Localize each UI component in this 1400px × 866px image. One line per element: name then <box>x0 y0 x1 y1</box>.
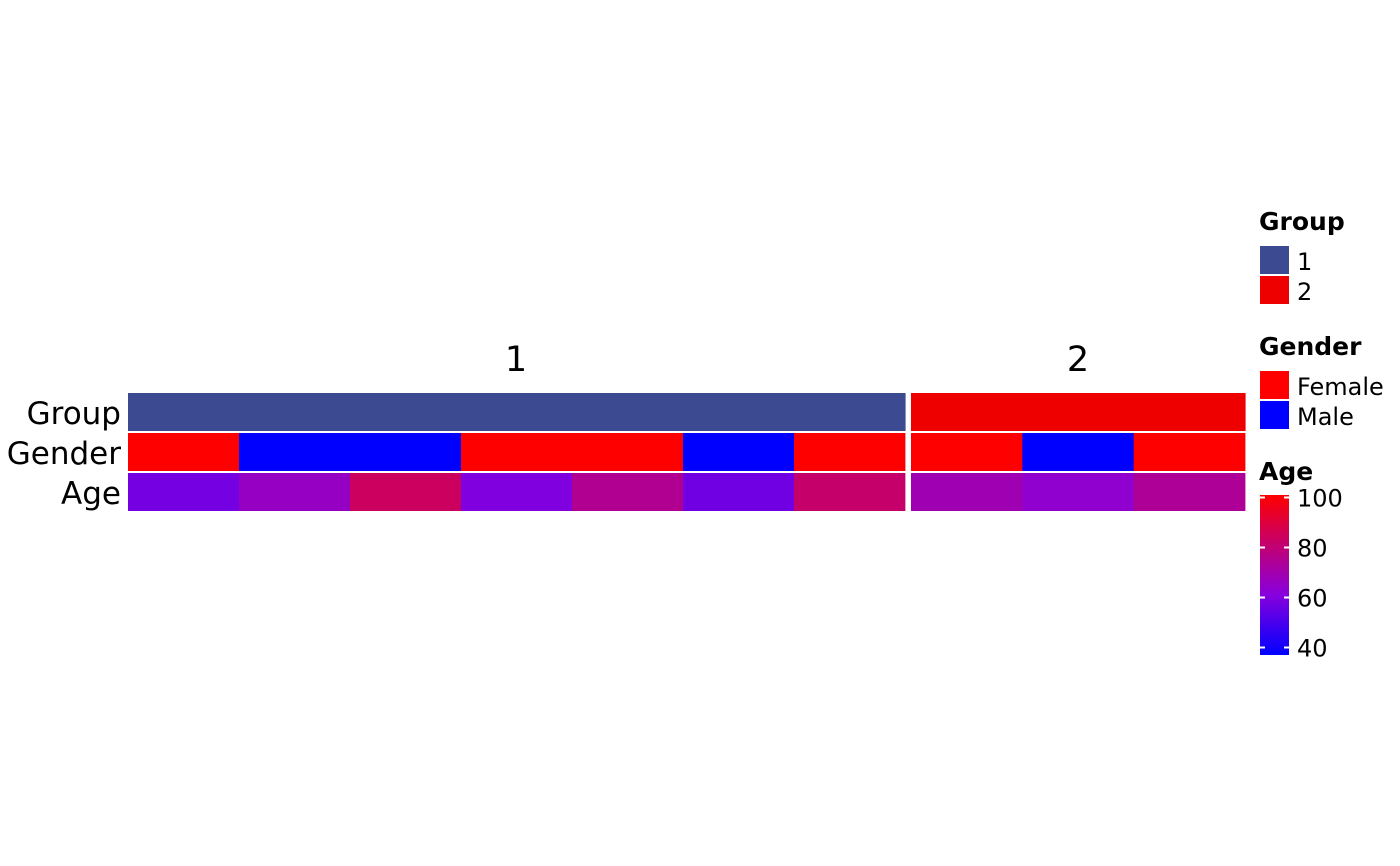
row-label-age: Age <box>61 476 121 512</box>
legend-group-swatch-2 <box>1260 276 1289 304</box>
cell-group-1 <box>239 393 351 431</box>
cell-gender-3 <box>461 433 572 471</box>
cell-age-7 <box>911 473 1023 511</box>
cell-group-3 <box>461 393 573 431</box>
cell-age-9 <box>1134 473 1246 511</box>
split-label-2: 2 <box>1066 340 1090 380</box>
cell-age-1 <box>239 473 350 511</box>
age-tick-label-100: 100 <box>1297 484 1343 513</box>
legend-gender-label-male: Male <box>1297 403 1354 431</box>
cell-gender-2 <box>350 433 461 471</box>
legend-group-label-1: 1 <box>1297 248 1313 276</box>
cell-age-4 <box>572 473 683 511</box>
heatmap-cells <box>128 393 1246 511</box>
legend-age-title: Age <box>1259 457 1314 486</box>
legend-gender-swatch-female <box>1260 371 1289 399</box>
legend-group-title: Group <box>1259 207 1345 236</box>
legend-group-swatch-1 <box>1260 246 1289 274</box>
cell-group-7 <box>911 393 1023 431</box>
legend-group-label-2: 2 <box>1297 278 1313 306</box>
legend-gender <box>1259 332 1384 431</box>
cell-group-4 <box>572 393 684 431</box>
age-tick-label-60: 60 <box>1297 584 1328 613</box>
cell-gender-6 <box>794 433 905 471</box>
age-tick-label-80: 80 <box>1297 534 1328 563</box>
legend-age-colorbar <box>1260 495 1289 655</box>
cell-group-2 <box>350 393 462 431</box>
cell-gender-7 <box>911 433 1023 471</box>
legend-gender-swatch-male <box>1260 401 1289 429</box>
cell-gender-0 <box>128 433 239 471</box>
cell-age-2 <box>350 473 461 511</box>
split-label-1: 1 <box>504 340 528 380</box>
cell-group-5 <box>683 393 795 431</box>
legend-gender-title: Gender <box>1259 332 1362 361</box>
cell-gender-8 <box>1022 433 1134 471</box>
cell-age-5 <box>683 473 794 511</box>
cell-age-8 <box>1022 473 1134 511</box>
legend-gender-label-female: Female <box>1297 373 1384 401</box>
cell-age-3 <box>461 473 572 511</box>
cell-group-9 <box>1134 393 1246 431</box>
cell-gender-1 <box>239 433 350 471</box>
row-label-gender: Gender <box>6 436 121 472</box>
cell-group-8 <box>1022 393 1134 431</box>
cell-group-6 <box>794 393 906 431</box>
legend-age <box>1259 457 1343 663</box>
cell-gender-9 <box>1134 433 1246 471</box>
cell-age-0 <box>128 473 239 511</box>
age-tick-label-40: 40 <box>1297 634 1328 663</box>
cell-gender-5 <box>683 433 794 471</box>
row-label-group: Group <box>26 396 121 432</box>
cell-gender-4 <box>572 433 683 471</box>
cell-group-0 <box>128 393 240 431</box>
cell-age-6 <box>794 473 905 511</box>
legend-group <box>1259 207 1345 306</box>
